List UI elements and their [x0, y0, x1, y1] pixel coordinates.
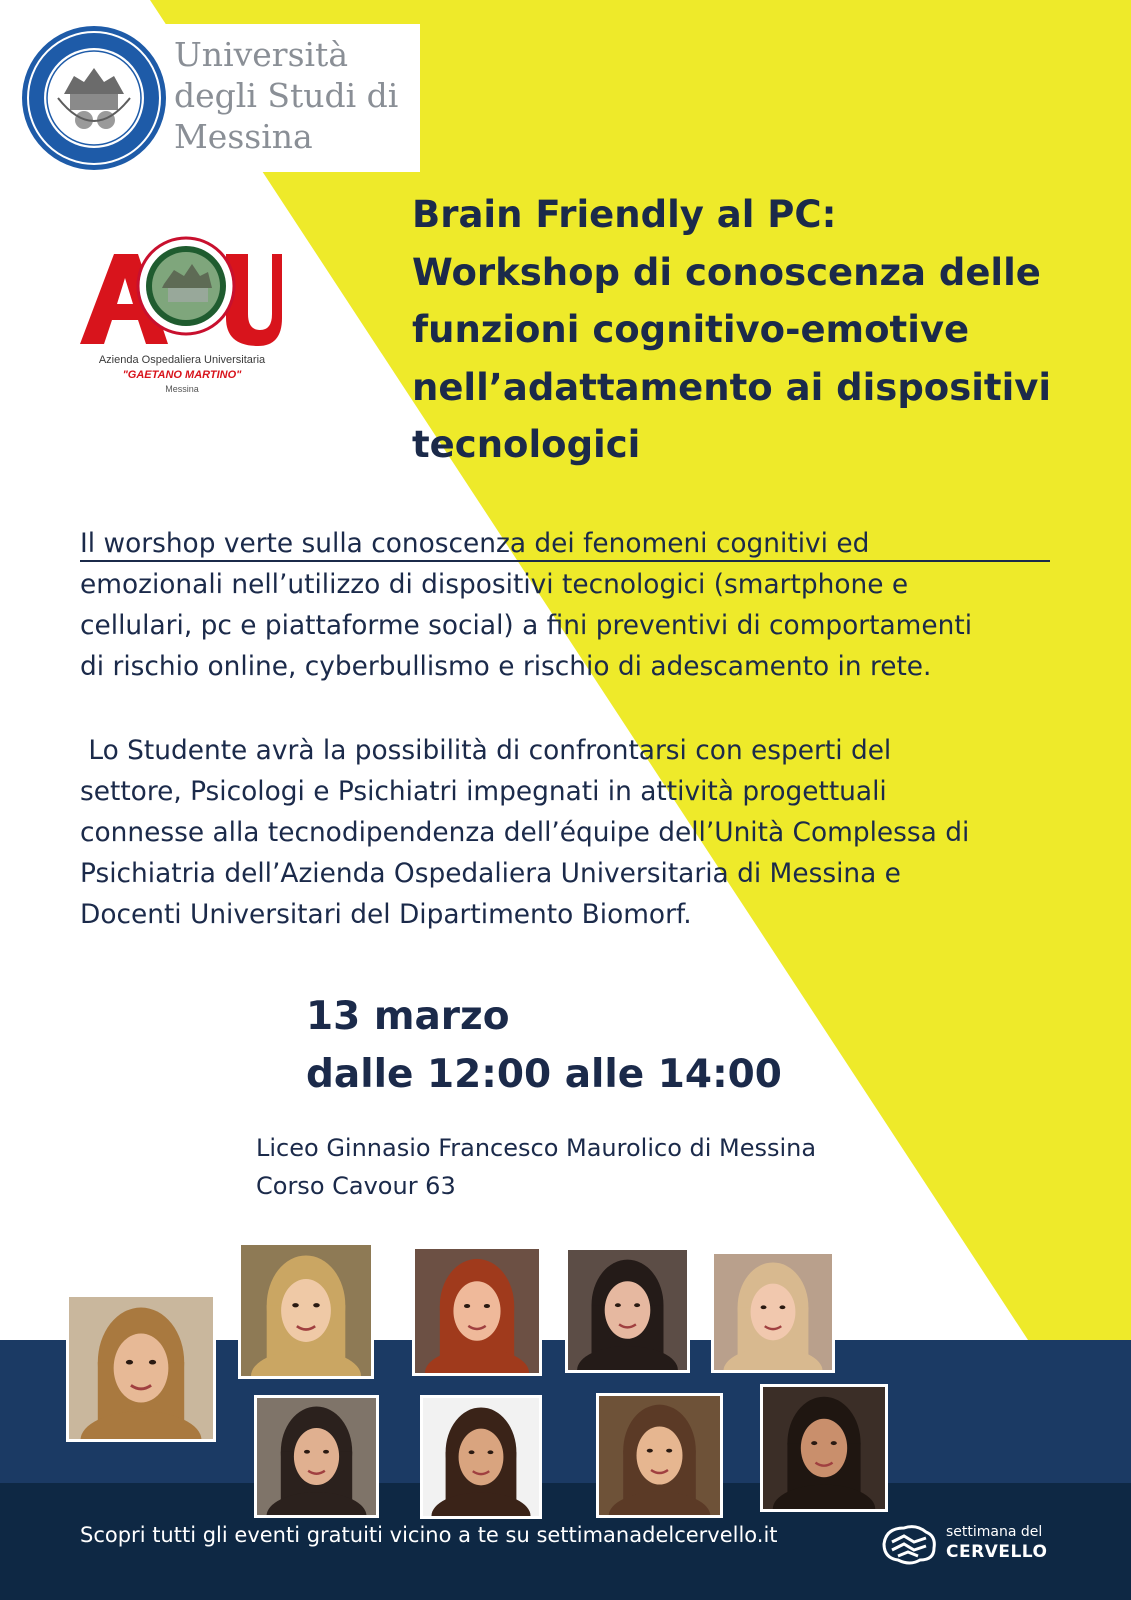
title-line: Workshop di conoscenza delle [412, 250, 1041, 294]
paragraph-line: settore, Psicologi e Psichiatri impegnati in attività progettuali [80, 776, 887, 807]
university-name-line: degli Studi di [174, 76, 399, 115]
paragraph-line: cellulari, pc e piattaforme social) a fini preventivi di comportamenti [80, 610, 973, 641]
university-name-line: Messina [174, 117, 313, 156]
speaker-photo-icon [69, 1297, 213, 1439]
paragraph-line: Lo Studente avrà la possibilità di confrontarsi con esperti del [80, 735, 892, 766]
brand-title: CERVELLO [946, 1542, 1048, 1562]
paragraph-line: Psichiatria dell’Azienda Ospedaliera Universitaria di Messina e [80, 858, 901, 889]
hospital-city: Messina [165, 384, 199, 394]
footer-text: Scopri tutti gli eventi gratuiti vicino a te su settimanadelcervello.it [80, 1523, 778, 1547]
title-line: Brain Friendly al PC: [412, 193, 837, 236]
university-seal-icon [18, 24, 170, 172]
speaker-photo-icon [423, 1398, 539, 1516]
speaker-photo [238, 1242, 374, 1379]
event-date: 13 marzo [306, 994, 510, 1039]
speaker-photo [66, 1294, 216, 1442]
speaker-photo-icon [241, 1245, 371, 1376]
university-name [174, 34, 424, 157]
aou-logo-icon [76, 226, 288, 354]
title-line: nell’adattamento ai dispositivi [412, 365, 1052, 409]
event-datetime [306, 988, 926, 1104]
hospital-name-highlight: "GAETANO MARTINO" [122, 369, 242, 381]
speaker-photo-icon [763, 1387, 885, 1509]
paragraph-line: Docenti Universitari del Dipartimento Biomorf. [80, 899, 692, 930]
paragraph-line: connesse alla tecnodipendenza dell’équipe dell’Unità Complessa di [80, 817, 970, 848]
event-venue [256, 1129, 956, 1205]
description-paragraph [80, 523, 1120, 687]
speaker-photo-icon [568, 1250, 687, 1370]
title-line: tecnologici [412, 423, 641, 466]
speaker-photo-icon [415, 1249, 539, 1373]
university-header [8, 24, 420, 172]
speaker-photo [596, 1393, 723, 1518]
speaker-photo [760, 1384, 888, 1512]
speaker-photo [412, 1246, 542, 1376]
brand-subtitle: settimana del [946, 1524, 1043, 1540]
title-line: funzioni cognitivo-emotive [412, 308, 970, 351]
hospital-name-line: Azienda Ospedaliera Universitaria [98, 354, 266, 366]
event-time: dalle 12:00 alle 14:00 [306, 1052, 782, 1097]
hospital-logo [76, 226, 288, 404]
speaker-photo [565, 1247, 690, 1373]
speaker-photo [254, 1395, 379, 1518]
paragraph-line: di rischio online, cyberbullismo e rischio di adescamento in rete. [80, 651, 932, 682]
speaker-photo-icon [599, 1396, 720, 1515]
speaker-photo-icon [257, 1398, 376, 1515]
speaker-photo-icon [714, 1254, 832, 1370]
university-name-line: Università [174, 35, 348, 74]
paragraph-line: Il worshop verte sulla conoscenza dei fenomeni cognitivi ed [80, 528, 870, 559]
venue-address: Corso Cavour 63 [256, 1172, 456, 1200]
speaker-photo [420, 1395, 542, 1519]
speaker-photo [711, 1251, 835, 1373]
settimana-cervello-logo [880, 1522, 1060, 1570]
paragraph-line: emozionali nell’utilizzo di dispositivi tecnologici (smartphone e [80, 569, 909, 600]
brain-logo-icon [880, 1522, 938, 1566]
venue-name: Liceo Ginnasio Francesco Maurolico di Messina [256, 1134, 817, 1162]
event-title [412, 186, 1112, 474]
speakers-paragraph [80, 730, 1120, 935]
